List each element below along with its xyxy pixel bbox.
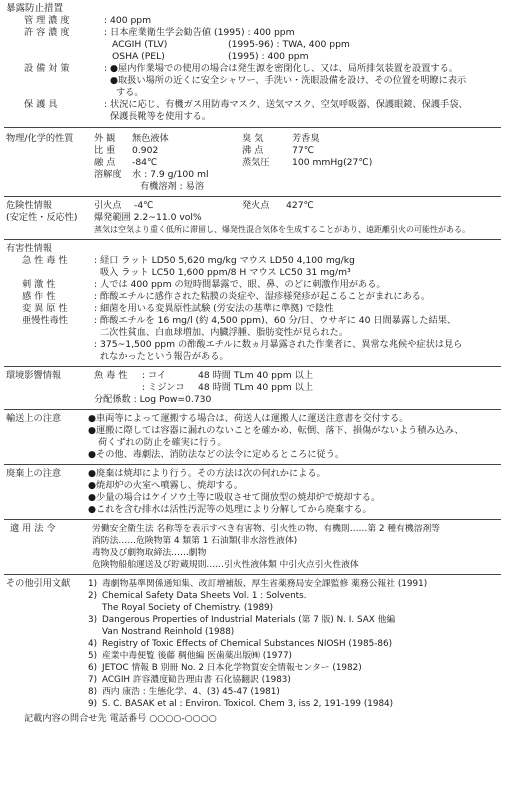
ref-text: The Royal Society of Chemistry. (1989): [102, 603, 274, 613]
exposure-prevention-section: [4, 3, 501, 123]
ref-text: 毒劇物基準関係通知集、改訂増補版、厚生省薬務局安全課監修 薬務公報社 (1991): [102, 579, 428, 589]
law-item-4: 危険物船舶運送及び貯蔵規則……引火性液体類 中引火点引火性液体: [92, 560, 359, 570]
vapor-pressure-value: 100 mmHg(27℃): [292, 157, 373, 168]
equipment-measures-label: 設 備 対 策: [24, 63, 70, 74]
ref-text: 産業中毒便覧 後藤 稠他編 医歯薬出版㈱ (1977): [102, 651, 292, 661]
physical-properties-section: [4, 130, 501, 197]
appearance-label: 外 観: [94, 133, 116, 144]
transport-label: 輸送上の注意: [6, 413, 62, 424]
ignition-point-value: 427℃: [286, 200, 314, 211]
environment-label: 環境影響情報: [6, 370, 62, 381]
hazard-label: 危険性情報: [6, 200, 52, 211]
law-section: [4, 520, 501, 575]
msds-page: [4, 3, 501, 725]
law-label: 適 用 法 令: [10, 523, 56, 534]
law-item-1: 労働安全衛生法 名称等を表示すべき有害物、引火性の物、有機則……第 2 種有機溶剤等: [92, 524, 441, 534]
transport-item-2b: 荷くずれの防止を確実に行う。: [98, 437, 227, 448]
specific-gravity-value: 0.902: [132, 145, 159, 156]
mutagenicity-label: 変 異 原 性: [22, 303, 68, 314]
disposal-item-2: ●焼却炉の火室へ噴霧し、焼却する。: [88, 480, 244, 491]
osha-value: (1995) : 400 ppm: [228, 51, 309, 62]
partition-coefficient: 分配係数 : Log Pow=0.730: [94, 394, 212, 405]
ref-text: S. C. BASAK et al : Environ. Toxicol. Chem 3, iss 2, 191-199 (1984): [102, 699, 394, 709]
ref-num: 7): [88, 675, 98, 685]
ref-text: JETOC 情報 B 別冊 No. 2 日本化学物質安全情報センター (1982): [102, 663, 362, 673]
fish-carp-label: : コイ: [142, 370, 167, 381]
ref-text: Dangerous Properties of Industrial Materials (第 7 版) N. I. SAX 他編: [102, 615, 396, 625]
mutagenicity-value: : 細菌を用いる変異原性試験 (労安法の基準に準拠) で陰性: [94, 303, 334, 314]
contact-line: 記載内容の問合せ先 電話番号 ○○○○-○○○○: [24, 713, 217, 724]
control-concentration-value: : 400 ppm: [104, 15, 152, 26]
subchronic-label: 亜慢性毒性: [22, 315, 68, 326]
protective-gear-2: 保護長靴等を使用する。: [110, 111, 212, 122]
ref-num: 3): [88, 615, 98, 625]
subchronic-3: : 375~1,500 ppm の酢酸エチルに数ヵ月暴露された作業者に、異常な兆候や症状は見ら: [94, 339, 463, 350]
law-item-3: 毒物及び劇物取締法……劇物: [92, 548, 207, 558]
acute-toxicity-1: : 経口 ラット LD50 5,620 mg/kg マウス LD50 4,100 mg/kg: [94, 255, 355, 266]
allowable-jsoh: : 日本産業衛生学会勧告値 (1995) : 400 ppm: [104, 27, 295, 38]
solubility-label: 溶解度: [94, 169, 122, 180]
hazard-section: [4, 197, 501, 240]
references-label: その他引用文献: [6, 578, 71, 589]
sensitization-label: 感 作 性: [22, 291, 56, 302]
disposal-label: 廃棄上の注意: [6, 468, 62, 479]
subchronic-4: れなかったという報告がある。: [100, 351, 229, 362]
ref-num: 2): [88, 591, 98, 601]
melting-point-value: -84℃: [132, 157, 158, 168]
equipment-measures-3: する。: [116, 87, 144, 98]
ref-num: [88, 626, 102, 638]
fish-toxicity-label: 魚 毒 性: [94, 370, 128, 381]
toxicity-label: 有害性情報: [6, 243, 52, 254]
solubility-organic: 有機溶剤 : 易溶: [140, 181, 205, 192]
disposal-section: [4, 465, 501, 520]
disposal-item-4: ●これを含む排水は活性汚泥等の処理により分解してから廃棄する。: [88, 504, 372, 515]
fish-daphnia-label: : ミジンコ: [142, 382, 185, 393]
osha-label: OSHA (PEL): [112, 51, 165, 62]
ref-text: Chemical Safety Data Sheets Vol. 1 : Solvents.: [102, 591, 307, 601]
ignition-point-label: 発火点: [242, 200, 270, 211]
ref-num: 4): [88, 639, 98, 649]
irritant-label: 刺 激 性: [22, 279, 56, 290]
explosion-range: 爆発範囲 2.2~11.0 vol%: [94, 212, 202, 223]
ref-text: 西内 康浩 : 生態化学、4、(3) 45-47 (1981): [102, 687, 280, 697]
subchronic-1: : 酢酸エチルを 16 mg/l (約 4,500 ppm)、60 分/日、ウサギに 40 日間暴露した結果、: [94, 315, 457, 326]
boiling-point-label: 沸 点: [242, 145, 264, 156]
ref-num: 8): [88, 687, 98, 697]
ref-num: 6): [88, 663, 98, 673]
flash-point-value: -4℃: [134, 200, 154, 211]
environment-section: [4, 367, 501, 410]
odor-label: 臭 気: [242, 133, 264, 144]
disposal-item-3: ●少量の場合はケイソウ土等に吸収させて開放型の焼却炉で焼却する。: [88, 492, 381, 503]
transport-section: [4, 410, 501, 465]
references-section: [4, 575, 501, 713]
solubility-water: 水 : 7.9 g/100 ml: [132, 169, 209, 180]
divider: [4, 127, 501, 128]
odor-value: 芳香臭: [292, 133, 320, 144]
equipment-measures-2: ●取扱い場所の近くに安全シャワー、手洗い・洗眼設備を設け、その位置を明瞭に表示: [110, 75, 467, 86]
boiling-point-value: 77℃: [292, 145, 315, 156]
transport-item-3: ●その他、毒劇法、消防法などの法令に定めるところに従う。: [88, 449, 345, 460]
control-concentration-label: 管 理 濃 度: [24, 15, 70, 26]
appearance-value: 無色液体: [132, 133, 169, 144]
allowable-concentration-label: 許 容 濃 度: [24, 27, 70, 38]
ref-text: ACGIH 許容濃度勧告理由書 石化協翻訳 (1983): [102, 675, 291, 685]
transport-item-2: ●運搬に際しては容器に漏れのないことを確かめ、転倒、落下、損傷がないよう積み込み、: [88, 425, 464, 436]
subchronic-2: 二次性貧血、白血球増加、内臓浮腫、脂肪変性が見られた。: [100, 327, 349, 338]
ref-num: 5): [88, 651, 98, 661]
stability-label: (安定性・反応性): [6, 212, 78, 223]
equipment-measures-1: : ●屋内作業場での使用の場合は発生源を密閉化し、又は、局所排気装置を設置する。: [104, 63, 458, 74]
transport-item-1: ●車両等によって運搬する場合は、荷送人は運搬人に運送注意書を交付する。: [88, 413, 409, 424]
fish-daphnia-value: 48 時間 TLm 40 ppm 以上: [198, 382, 314, 393]
acgih-label: ACGIH (TLV): [112, 39, 168, 50]
physical-properties-label: 物理/化学的性質: [6, 133, 74, 144]
fish-carp-value: 48 時間 TLm 40 ppm 以上: [198, 370, 314, 381]
ref-num: 1): [88, 579, 98, 589]
exposure-prevention-title: 暴露防止措置: [6, 3, 64, 14]
vapor-note: 蒸気は空気より重く低所に滞留し、爆発性混合気体を生成することがあり、遠距離引火の可能性がある。: [94, 225, 470, 234]
flash-point-label: 引火点: [94, 200, 122, 211]
ref-num: 9): [88, 699, 98, 709]
law-item-2: 消防法……危険物第 4 類第 1 石油類(非水溶性液体): [92, 536, 298, 546]
vapor-pressure-label: 蒸気圧: [242, 157, 270, 168]
sensitization-value: : 酢酸エチルに感作された粘膜の炎症や、湿疹様発疹が起こることがまれにある。: [94, 291, 431, 302]
irritant-value: : 人では 400 ppm の短時間暴露で、眼、鼻、のどに刺激作用がある。: [94, 279, 386, 290]
ref-num: [88, 602, 102, 614]
ref-text: Van Nostrand Reinhold (1988): [102, 627, 235, 637]
acute-toxicity-label: 急 性 毒 性: [22, 255, 68, 266]
acute-toxicity-2: 吸入 ラット LC50 1,600 ppm/8 H マウス LC50 31 mg/m³: [100, 267, 351, 278]
disposal-item-1: ●廃棄は焼却により行う。その方法は次の何れかによる。: [88, 468, 326, 479]
specific-gravity-label: 比 重: [94, 145, 116, 156]
protective-gear-1: : 状況に応じ、有機ガス用防毒マスク、送気マスク、空気呼吸器、保護眼鏡、保護手袋、: [104, 99, 468, 110]
acgih-value: (1995-96) : TWA, 400 ppm: [228, 39, 350, 50]
melting-point-label: 融 点: [94, 157, 116, 168]
ref-text: Registry of Toxic Effects of Chemical Substances NIOSH (1985-86): [102, 639, 393, 649]
protective-gear-label: 保 護 具: [24, 99, 58, 110]
toxicity-section: [4, 240, 501, 367]
